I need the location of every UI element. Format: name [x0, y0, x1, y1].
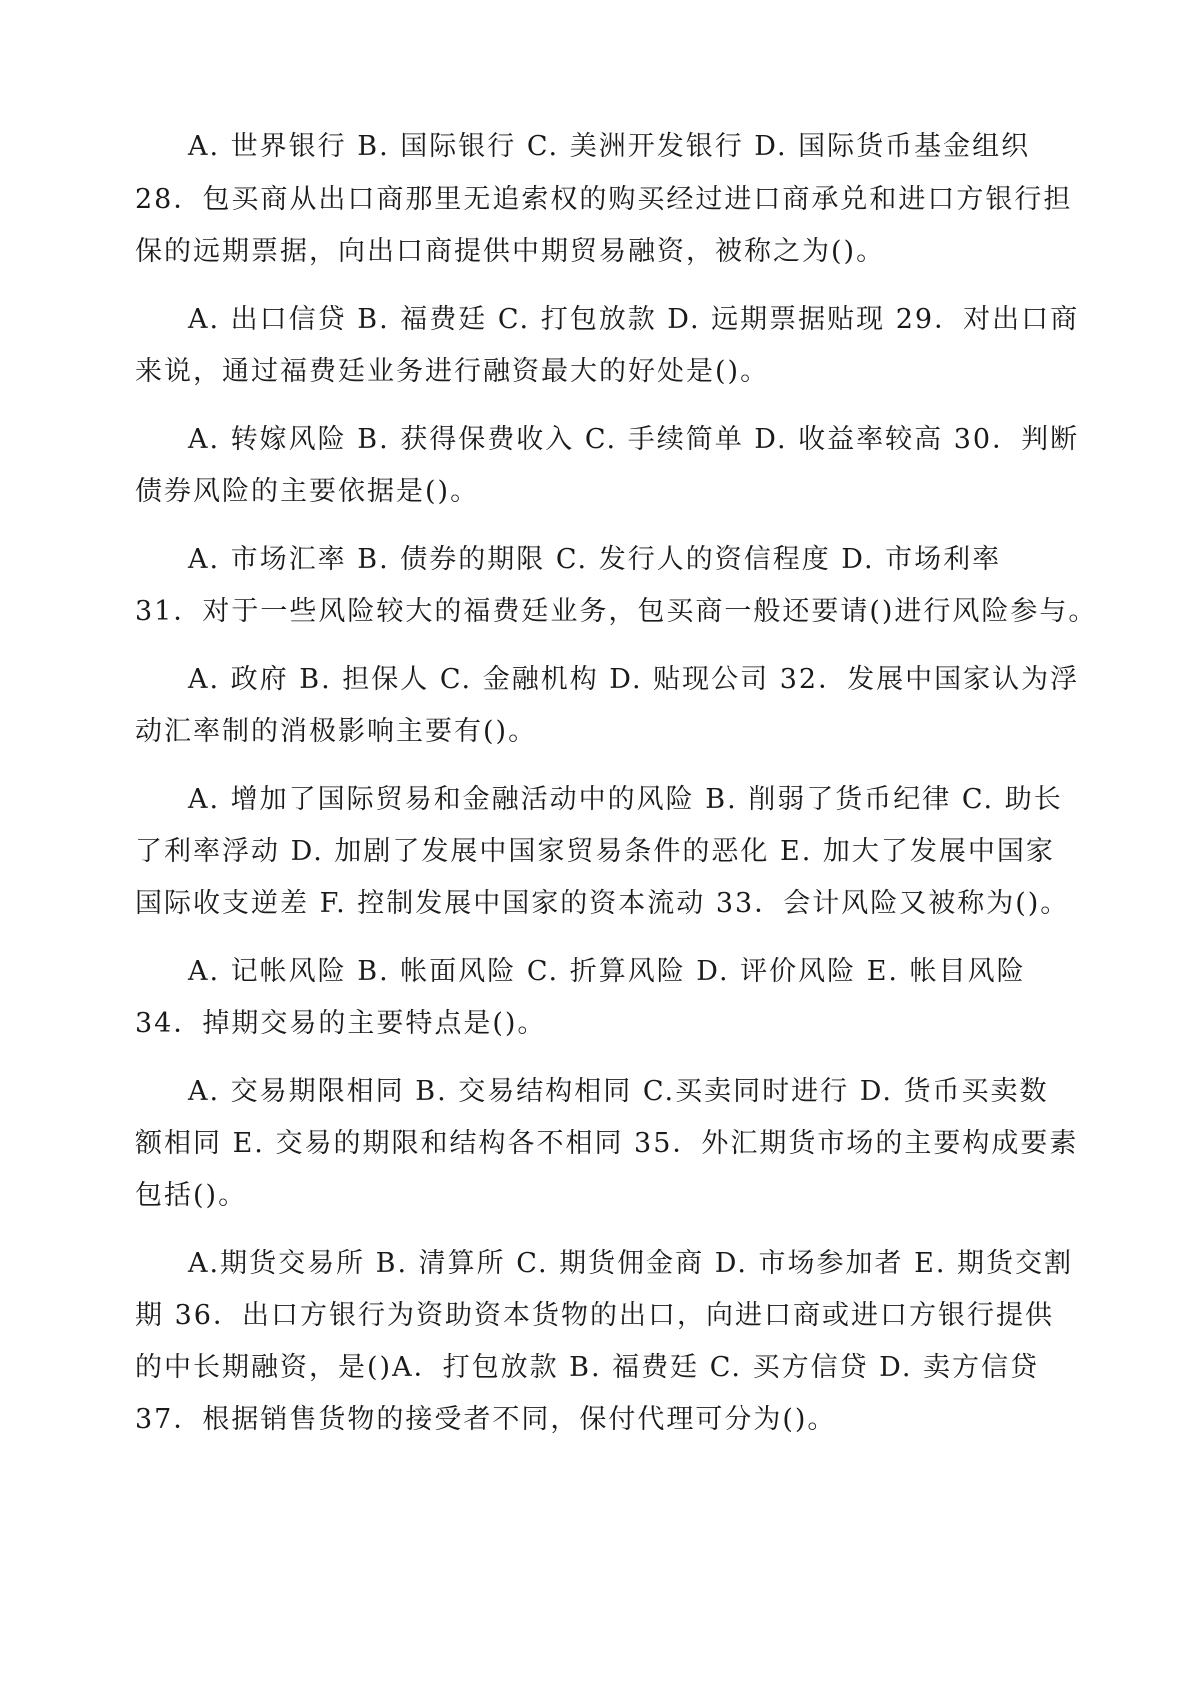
text-line: A. 出口信贷 B. 福费廷 C. 打包放款 D. 远期票据贴现 29．对出口商 [188, 304, 1080, 335]
text-line: A.期货交易所 B. 清算所 C. 期货佣金商 D. 市场参加者 E. 期货交割 [188, 1248, 1074, 1279]
text-line: 保的远期票据，向出口商提供中期贸易融资，被称之为()。 [135, 236, 886, 267]
text-line: 来说，通过福费廷业务进行融资最大的好处是()。 [135, 356, 770, 387]
text-line: 额相同 E. 交易的期限和结构各不相同 35．外汇期货市场的主要构成要素 [135, 1128, 1079, 1159]
text-line: A. 增加了国际贸易和金融活动中的风险 B. 削弱了货币纪律 C. 助长 [188, 784, 1063, 815]
text-line: 37．根据销售货物的接受者不同，保付代理可分为()。 [135, 1404, 837, 1435]
text-line: 31．对于一些风险较大的福费廷业务，包买商一般还要请()进行风险参与。 [135, 596, 1098, 627]
text-line: 了利率浮动 D. 加剧了发展中国家贸易条件的恶化 E. 加大了发展中国家 [135, 836, 1055, 867]
text-line: A. 世界银行 B. 国际银行 C. 美洲开发银行 D. 国际货币基金组织 [188, 131, 1031, 162]
text-line: A. 政府 B. 担保人 C. 金融机构 D. 贴现公司 32．发展中国家认为浮 [188, 664, 1080, 695]
text-line: 国际收支逆差 F. 控制发展中国家的资本流动 33．会计风险又被称为()。 [135, 888, 1070, 919]
text-line: A. 交易期限相同 B. 交易结构相同 C.买卖同时进行 D. 货币买卖数 [188, 1076, 1049, 1107]
text-line: 34．掉期交易的主要特点是()。 [135, 1008, 547, 1039]
text-line: 包括()。 [135, 1180, 248, 1211]
text-line: 动汇率制的消极影响主要有()。 [135, 716, 538, 747]
text-line: A. 记帐风险 B. 帐面风险 C. 折算风险 D. 评价风险 E. 帐目风险 [188, 956, 1026, 987]
text-line: A. 市场汇率 B. 债券的期限 C. 发行人的资信程度 D. 市场利率 [188, 544, 1002, 575]
text-line: 28．包买商从出口商那里无追索权的购买经过进口商承兑和进口方银行担 [135, 184, 1073, 215]
text-line: A. 转嫁风险 B. 获得保费收入 C. 手续简单 D. 收益率较高 30．判断 [188, 424, 1080, 455]
text-line: 债券风险的主要依据是()。 [135, 476, 480, 507]
text-line: 的中长期融资，是()A．打包放款 B. 福费廷 C. 买方信贷 D. 卖方信贷 [135, 1352, 1040, 1383]
text-line: 期 36．出口方银行为资助资本货物的出口，向进口商或进口方银行提供 [135, 1300, 1054, 1331]
